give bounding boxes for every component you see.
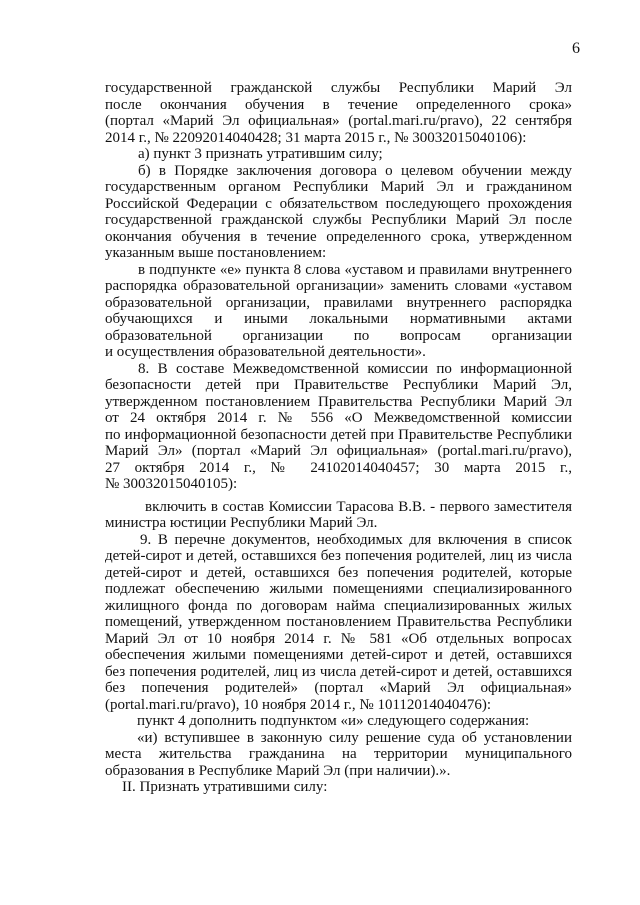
text-line: Марий Эл от 10 ноября 2014 г. № 581 «Об отдельных вопросах xyxy=(105,630,572,647)
text-line: (портал «Марий Эл официальная» (portal.mari.ru/pravo), 22 сентября xyxy=(105,113,572,129)
text-line: окончания обучения в течение определенного срока, утвержденном xyxy=(105,228,572,245)
text-line: детей-сирот и детей, оставшихся без попечения родителей, лиц из числа xyxy=(105,548,572,564)
text-line: Марий Эл» (портал «Марий Эл официальная» (portal.mari.ru/pravo), xyxy=(105,443,572,459)
text-line: указанным выше постановлением: xyxy=(105,245,327,261)
text-line: без попечения родителей, лиц из числа детей-сирот и детей, оставшихся xyxy=(105,663,572,680)
text-line: образования в Республике Марий Эл (при наличии).». xyxy=(105,762,451,779)
text-line: «и) вступившее в законную силу решение суда об установлении xyxy=(137,729,572,746)
text-line: после окончания обучения в течение определенного срока» xyxy=(105,96,572,113)
text-line: б) в Порядке заключения договора о целевом обучении между xyxy=(138,162,572,179)
text-line: 2014 г., № 22092014040428; 31 марта 2015 г., № 30032015040106): xyxy=(105,129,527,146)
text-line: государственной гражданской службы Республики Марий Эл после xyxy=(105,212,572,228)
text-line: без попечения родителей» (портал «Марий Эл официальная» xyxy=(105,680,572,696)
text-line: распорядка образовательной организации» заменить словами «уставом xyxy=(105,278,572,294)
text-line: (portal.mari.ru/pravo), 10 ноября 2014 г., № 10112014040476): xyxy=(105,696,492,713)
text-line: министра юстиции Республики Марий Эл. xyxy=(105,515,378,531)
text-line: государственным органом Республики Марий Эл и гражданином xyxy=(105,179,572,195)
text-line: обеспечения жилыми помещениями детей-сирот и детей, оставшихся xyxy=(105,647,572,663)
text-line: помещений, утвержденном постановлением Правительства Республики xyxy=(105,614,572,630)
text-line: образовательной организации, правилами внутреннего распорядка xyxy=(105,294,572,311)
text-line: 27 октября 2014 г., № 24102014040457; 30 марта 2015 г., xyxy=(105,459,572,476)
text-line: жилищного фонда по договорам найма специализированных жилых xyxy=(105,597,572,614)
text-line: безопасности детей при Правительстве Республики Марий Эл, xyxy=(105,377,572,393)
text-line: и осуществления образовательной деятельности». xyxy=(105,344,426,360)
text-line: а) пункт 3 признать утратившим силу; xyxy=(138,146,383,162)
text-line: № 30032015040105): xyxy=(105,476,238,492)
text-line: 9. В перечне документов, необходимых для включения в список xyxy=(140,531,572,548)
text-line: утвержденном постановлением Правительства Республики Марий Эл xyxy=(105,393,572,410)
text-line: от 24 октября 2014 г. № 556 «О Межведомственной комиссии xyxy=(105,410,572,426)
text-line: подлежат обеспечению жилыми помещениями специализированного xyxy=(105,581,572,597)
text-line: II. Признать утратившими силу: xyxy=(122,779,328,795)
text-line: государственной гражданской службы Республики Марий Эл xyxy=(105,80,572,96)
text-line: образовательной организации по вопросам организации xyxy=(105,327,572,344)
text-line: пункт 4 дополнить подпунктом «и» следующего содержания: xyxy=(137,713,530,729)
text-line: места жительства гражданина на территории муниципального xyxy=(105,746,572,762)
text-line: по информационной безопасности детей при Правительстве Республики xyxy=(105,426,572,443)
page-number: 6 xyxy=(572,40,580,57)
document-body xyxy=(105,80,572,796)
text-line: в подпункте «е» пункта 8 слова «уставом и правилами внутреннего xyxy=(138,261,572,278)
text-line: включить в состав Комиссии Тарасова В.В. - первого заместителя xyxy=(145,498,572,515)
text-line: Российской Федерации с обязательством последующего прохождения xyxy=(105,195,572,212)
text-line: обучающихся и иными локальными нормативными актами xyxy=(105,311,572,327)
text-line: детей-сирот и детей, оставшихся без попечения родителей, которые xyxy=(105,564,572,581)
text-line: 8. В составе Межведомственной комиссии по информационной xyxy=(138,360,572,377)
